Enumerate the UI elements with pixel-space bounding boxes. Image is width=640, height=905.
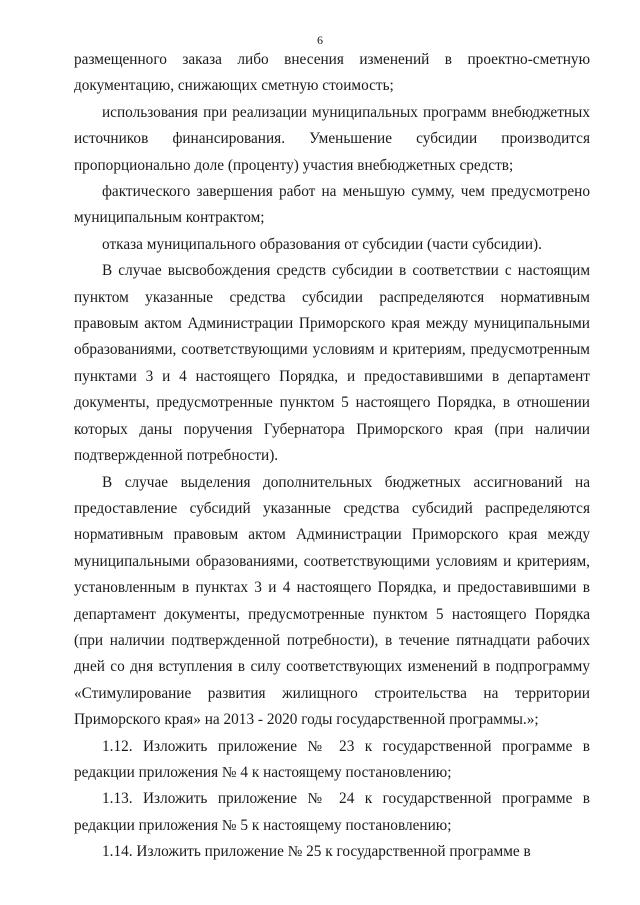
- paragraph: использования при реализации муниципальных программ внебюджетных источников финансирования. Уменьшение субсидии производится пропорционально доле (проценту) участия внебюджетных средств;: [74, 103, 590, 174]
- document-body: [74, 47, 590, 866]
- paragraph-item-1-13: 1.13. Изложить приложение № 24 к государственной программе в редакции приложения № 5 к настоящему постановлению;: [74, 790, 590, 834]
- paragraph-item-1-12: 1.12. Изложить приложение № 23 к государственной программе в редакции приложения № 4 к настоящему постановлению;: [74, 737, 590, 781]
- paragraph-item-1-14: 1.14. Изложить приложение № 25 к государственной программе в: [102, 843, 531, 861]
- page-number: 6: [317, 33, 323, 47]
- paragraph: фактического завершения работ на меньшую сумму, чем предусмотрено муниципальным контрактом;: [74, 183, 590, 227]
- paragraph: отказа муниципального образования от субсидии (части субсидии).: [102, 235, 542, 253]
- paragraph: В случае высвобождения средств субсидии в соответствии с настоящим пунктом указанные средства субсидии распределяются нормативным правовым актом Администрации Приморского края между муниципальными образованиями, соответствующими условиям и критериям, предусмотренным пунктами 3 и 4 настоящего Порядка, и предоставившими в департамент документы, предусмотренные пунктом 5 настоящего Порядка, в отношении которых даны поручения Губернатора Приморского края (при наличии подтвержденной потребности).: [74, 262, 590, 465]
- paragraph-continuation: размещенного заказа либо внесения изменений в проектно-сметную документацию, снижающих сметную стоимость;: [74, 51, 590, 95]
- paragraph: В случае выделения дополнительных бюджетных ассигнований на предоставление субсидий указанные средства субсидий распределяются нормативным правовым актом Администрации Приморского края между муниципальными образованиями, соответствующими условиям и критериям, установленным в пунктах 3 и 4 настоящего Порядка, и предоставившими в департамент документы, предусмотренные пунктом 5 настоящего Порядка (при наличии подтвержденной потребности), в течение пятнадцати рабочих дней со дня вступления в силу соответствующих изменений в подпрограмму «Стимулирование развития жилищного строительства на территории Приморского края» на 2013 - 2020 годы государственной программы.»;: [74, 473, 590, 729]
